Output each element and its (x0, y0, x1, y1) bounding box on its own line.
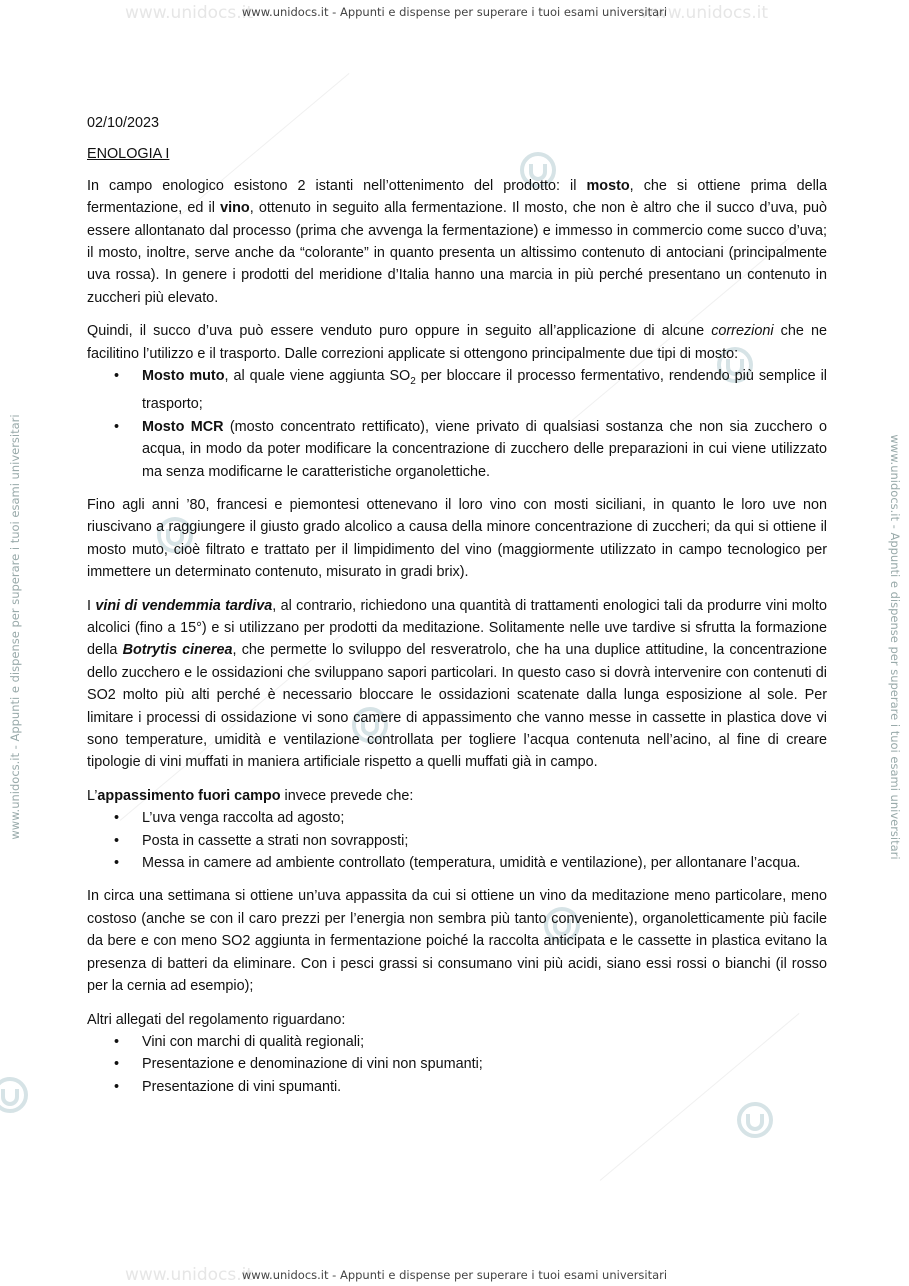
watermark-header: www.unidocs.it - Appunti e dispense per superare i tuoi esami universitari (241, 5, 668, 19)
paragraph-correzioni: Quindi, il succo d’uva può essere venduto puro oppure in seguito all’applicazione di alcune correzioni che ne facilitino l’utilizzo e il trasporto. Dalle correzioni applicate si ottengono principalmente due tipi di mosto: (87, 323, 827, 362)
watermark-ghost-top-right: www.unidocs.it (640, 3, 769, 23)
document-body (87, 112, 827, 1109)
list-appassimento (87, 807, 827, 874)
document-date: 02/10/2023 (87, 115, 160, 131)
term-correzioni: correzioni (711, 323, 774, 340)
paragraph-allegati: Altri allegati del regolamento riguardano: (87, 1011, 346, 1028)
list-item: • L’uva venga raccolta ad agosto; (114, 810, 345, 827)
list-item: • Vini con marchi di qualità regionali; (114, 1033, 365, 1050)
paragraph-intro: In campo enologico esistono 2 istanti nell’ottenimento del prodotto: il mosto, che si ottiene prima della fermentazione, ed il vino, ottenuto in seguito alla fermentazione. Il mosto, che non è altro che il succo d’uva, può essere allontanato dal processo (prima che avvenga la fermentazione) e immesso in commercio come succo d’uva; il mosto, inoltre, serve anche da “colorante” in quanto presenta un altissimo contenuto di antociani (principalmente uva rossa). In genere i prodotti del meridione d’Italia hanno una marcia in più perché presentano un contenuto in zuccheri più elevato. (87, 177, 827, 306)
list-item: • Posta in cassette a strati non sovrapposti; (114, 832, 409, 849)
term-vino: vino (220, 200, 250, 217)
list-item: • Mosto muto, al quale viene aggiunta $SO_2$ per bloccare il processo fermentativo, rendendo più semplice il trasporto; (114, 368, 828, 413)
paragraph-settimana: In circa una settimana si ottiene un’uva appassita da cui si ottiene un vino da meditazione meno particolare, meno costoso (anche se con il caro prezzi per l’energia non sembra più tanto conveniente), organoletticamente più facile da bere e con meno SO2 aggiunta in fermentazione poiché la raccolta anticipata e le cassette in plastica evitano la presenza di batteri da eliminare. Con i pesci grassi si consumano vini più acidi, siano essi rossi o bianchi (il rosso per la cernia ad esempio); (87, 888, 827, 995)
list-item: • Mosto MCR (mosto concentrato rettificato), viene privato di qualsiasi sostanza che non sia zucchero o acqua, in modo da poter modificare la concentrazione di zucchero delle preparazioni in cui viene utilizzato ma senza modificarne le caratteristiche organolettiche. (114, 418, 827, 480)
paragraph-anni-80: Fino agli anni ’80, francesi e piemontesi ottenevano il loro vino con mosti siciliani, in quanto le loro uve non riuscivano a raggiungere il giusto grado alcolico a causa della minore concentrazione di zuccheri; da qui si ottiene il mosto muto, cioè filtrato e trattato per il limpidimento del vino (maggiormente utilizzato in campo tecnologico per immettere un determinato contenuto, misurato in gradi brix). (87, 496, 827, 581)
watermark-ghost-bottom: www.unidocs.it (125, 1265, 254, 1285)
paragraph-appassimento: L’appassimento fuori campo invece prevede che: (87, 787, 414, 804)
watermark-footer: www.unidocs.it - Appunti e dispense per superare i tuoi esami universitari (241, 1268, 668, 1282)
watermark-ghost-top: www.unidocs.it (125, 3, 254, 23)
term-appassimento: appassimento fuori campo (97, 787, 281, 804)
watermark-side-left: www.unidocs.it - Appunti e dispense per superare i tuoi esami universitari (8, 414, 22, 840)
list-item: • Presentazione e denominazione di vini non spumanti; (114, 1056, 483, 1073)
watermark-side-right: www.unidocs.it - Appunti e dispense per superare i tuoi esami universitari (888, 434, 902, 860)
list-item: • Presentazione di vini spumanti. (114, 1078, 342, 1095)
list-allegati (87, 1031, 827, 1098)
list-mosto-types (87, 365, 827, 483)
term-vendemmia-tardiva: vini di vendemmia tardiva (95, 597, 273, 614)
unidocs-logo-icon (0, 1075, 30, 1115)
term-botrytis: Botrytis cinerea (122, 642, 233, 659)
document-title: ENOLOGIA I (87, 146, 170, 163)
term-mosto: mosto (586, 177, 630, 194)
paragraph-vendemmia-tardiva: I vini di vendemmia tardiva, al contrario, richiedono una quantità di trattamenti enologici tali da produrre vini molto alcolici (fino a 15°) e si utilizzano per prodotti da meditazione. Solitamente nelle uve tardive si sfrutta la formazione della Botrytis cinerea, che permette lo sviluppo del resveratrolo, che ha una duplice attitudine, la concentrazione dello zucchero e le ossidazioni che sviluppano sapori particolari. In questo caso si dovrà intervenire con contenuti di SO2 molto più alti perché è necessario bloccare le ossidazioni scatenate dalla lunga esposizione al sole. Per limitare i processi di ossidazione vi sono camere di appassimento che vanno messe in cassette in plastica dove vi sono temperature, umidità e ventilazione controllata per togliere l’acqua contenuta nell’acino, al fine di creare tipologie di vini muffati in maniera artificiale rispetto a quelli muffati già in campo. (87, 597, 827, 771)
list-item: • Messa in camere ad ambiente controllato (temperatura, umidità e ventilazione), per allontanare l’acqua. (114, 855, 801, 872)
